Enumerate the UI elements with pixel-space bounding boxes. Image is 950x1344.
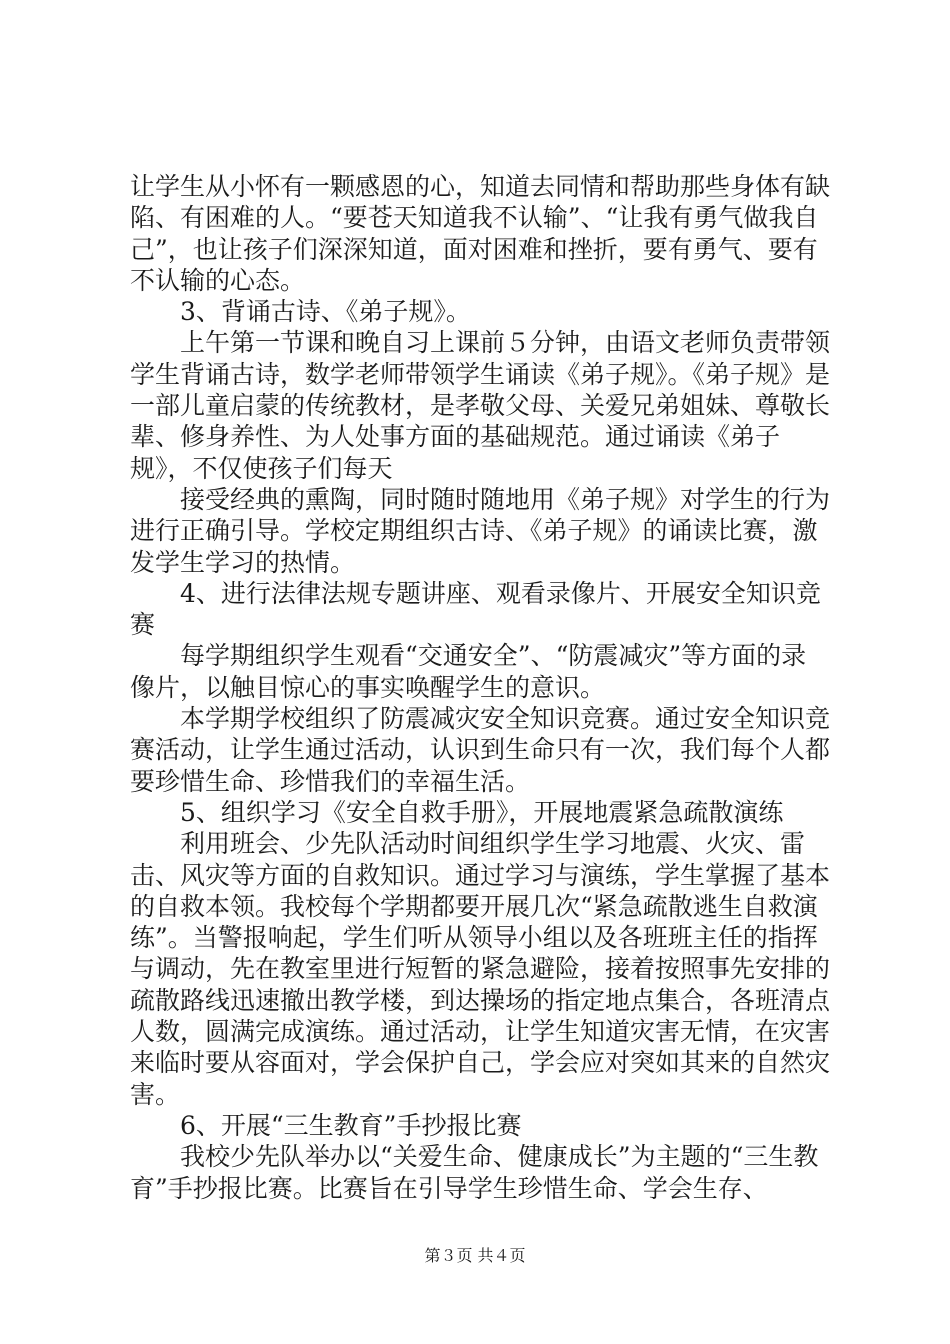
paragraph: 上午第一节课和晚自习上课前５分钟，由语文老师负责带领学生背诵古诗，数学老师带领学生诵读《弟子规》。《弟子规》是一部儿童启蒙的传统教材，是孝敬父母、关爱兄弟姐妹、尊敬长辈、修身养性、为人处事方面的基础规范。通过诵读《弟子规》，不仅使孩子们每天 — [130, 328, 831, 483]
paragraph: 本学期学校组织了防震减灾安全知识竞赛。通过安全知识竞赛活动，让学生通过活动，认识到生命只有一次，我们每个人都要珍惜生命、珍惜我们的幸福生活。 — [130, 704, 831, 796]
section-heading: 3、背诵古诗、《弟子规》。 — [180, 297, 471, 327]
paragraph: 让学生从小怀有一颗感恩的心，知道去同情和帮助那些身体有缺陷、有困难的人。“要苍天知道我不认输”、“让我有勇气做我自己”，也让孩子们深深知道，面对困难和挫折，要有勇气、要有不认输的心态。 — [130, 172, 831, 295]
paragraph: 每学期组织学生观看“交通安全”、“防震减灾”等方面的录像片，以触目惊心的事实唤醒学生的意识。 — [130, 641, 807, 702]
section-heading: 6、开展“三生教育”手抄报比赛 — [180, 1110, 522, 1140]
paragraph: 我校少先队举办以“关爱生命、健康成长”为主题的“三生教育”手抄报比赛。比赛旨在引导学生珍惜生命、学会生存、 — [130, 1142, 819, 1203]
paragraph: 接受经典的熏陶，同时随时随地用《弟子规》对学生的行为进行正确引导。学校定期组织古诗、《弟子规》的诵读比赛，激发学生学习的热情。 — [130, 484, 831, 577]
paragraph: 利用班会、少先队活动时间组织学生学习地震、火灾、雷击、风灾等方面的自救知识。通过学习与演练，学生掌握了基本的自救本领。我校每个学期都要开展几次“紧急疏散逃生自救演练”。当警报响起，学生们听从领导小组以及各班班主任的指挥与调动，先在教室里进行短暂的紧急避险，接着按照事先安排的疏散路线迅速撤出教学楼，到达操场的指定地点集合，各班清点人数，圆满完成演练。通过活动，让学生知道灾害无情，在灾害来临时要从容面对，学会保护自己，学会应对突如其来的自然灾害。 — [130, 829, 831, 1109]
section-heading: 5、组织学习《安全自救手册》，开展地震紧急疏散演练 — [180, 797, 784, 827]
section-heading: 4、进行法律法规专题讲座、观看录像片、开展安全知识竞赛 — [130, 578, 821, 640]
document-body — [130, 171, 830, 1204]
page-footer: 第３页 共４页 — [424, 1246, 526, 1265]
